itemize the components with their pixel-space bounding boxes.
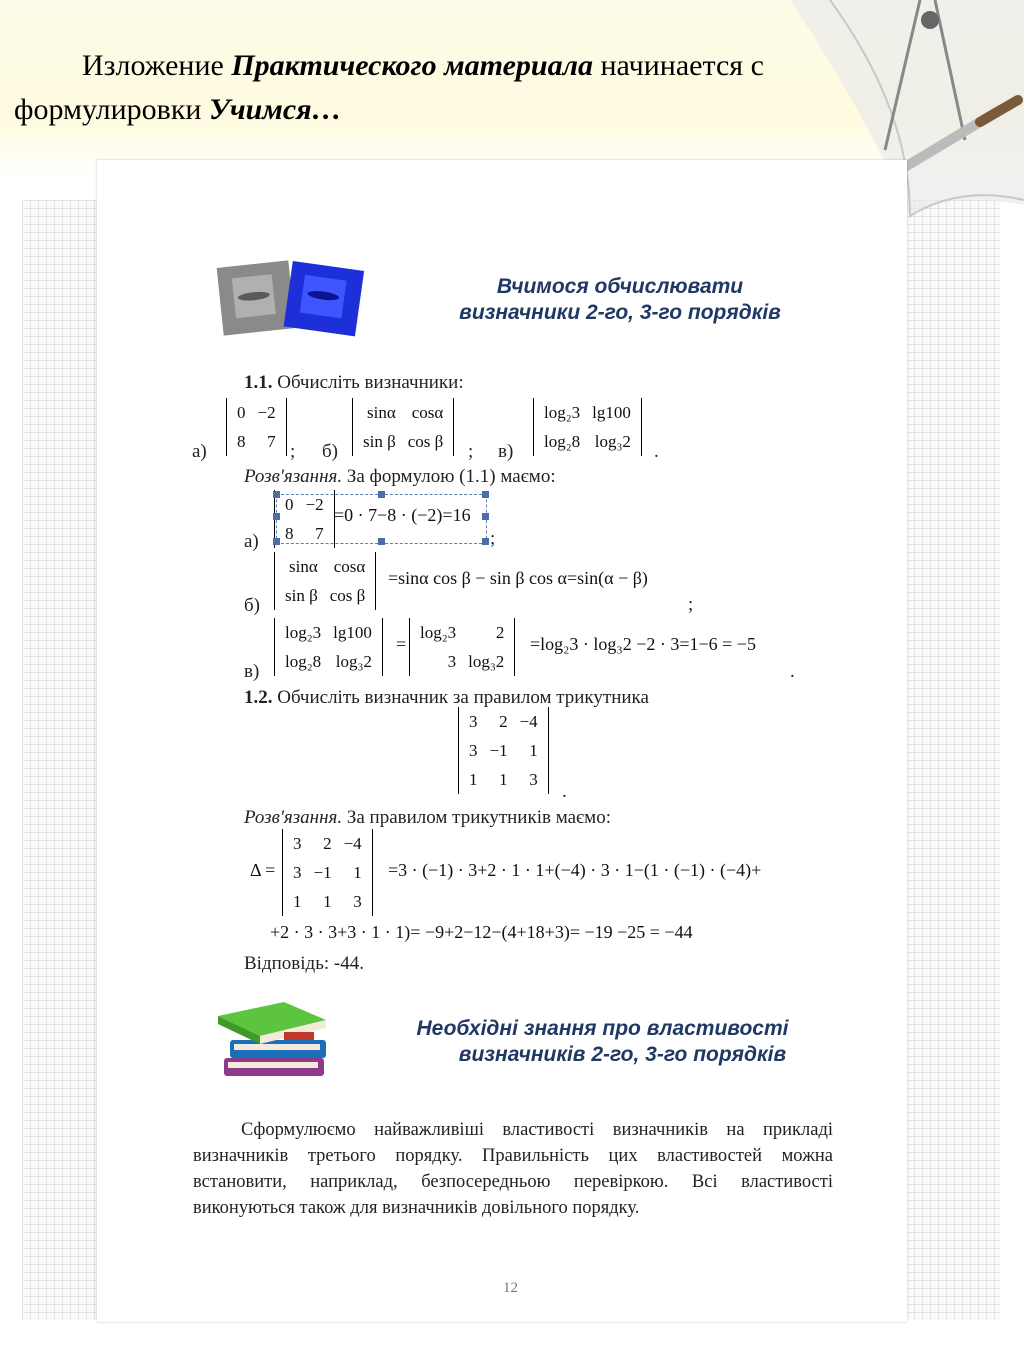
- matrix-cell: 7: [267, 432, 276, 451]
- intro-bold-2: Учимся…: [208, 93, 342, 126]
- solution-label: Розв'язання.: [244, 466, 343, 487]
- heading-2-line-2: визначників 2-го, 3-го порядків: [458, 1043, 787, 1066]
- equals-sign: =: [396, 634, 407, 654]
- delta-label: Δ =: [250, 860, 276, 880]
- separator-semicolon: ;: [468, 441, 474, 462]
- slide-intro-text: [14, 44, 894, 132]
- matrix-cell: 2: [499, 712, 508, 731]
- matrix-cell: 3: [293, 834, 302, 853]
- solution-matrix-v2: [409, 618, 515, 676]
- matrix-cell: 1: [323, 892, 332, 911]
- matrix-trig-b: [352, 398, 454, 456]
- task-1-2-number: 1.2.: [244, 687, 273, 708]
- matrix-cell: 1: [529, 741, 538, 760]
- intro-text-1: Изложение: [82, 49, 232, 82]
- matrix-cell: 3: [293, 863, 302, 882]
- matrix-cell: cosα: [411, 403, 444, 422]
- matrix-cell: log₂3: [285, 623, 322, 642]
- matrix-cell: 3: [447, 652, 457, 671]
- label-a-1: а): [192, 441, 207, 462]
- matrix-cell: lg100: [333, 623, 372, 642]
- matrix-cell: log₂3: [544, 403, 581, 422]
- matrix-cell: 0: [285, 495, 294, 514]
- task-1-2: [244, 686, 649, 710]
- matrix-cell: 8: [237, 432, 246, 451]
- selection-handle[interactable]: [378, 538, 385, 545]
- task-1-1: [244, 371, 464, 395]
- solution-2-text: За правилом трикутників маємо:: [342, 807, 611, 828]
- matrix-cell: −1: [489, 741, 508, 760]
- intro-bold-1: Практического материала: [231, 49, 593, 82]
- matrix-cell: 1: [469, 770, 478, 789]
- matrix-cell: sinα: [289, 557, 318, 576]
- matrix-cell: 1: [293, 892, 302, 911]
- solution-2-intro: [244, 806, 611, 830]
- floppy-disks-icon: [216, 258, 366, 340]
- label-b-1: б): [322, 441, 338, 462]
- matrix-cell: 8: [285, 524, 294, 543]
- matrix-cell: 7: [315, 524, 324, 543]
- solution-label: Розв'язання.: [244, 807, 343, 828]
- solution-eq-delta-2: +2 · 3 · 3+3 · 1 · 1)= −9+2−12−(4+18+3)= −19 −25 = −44: [270, 922, 693, 942]
- label-v-1: в): [498, 441, 514, 462]
- matrix-log-v: [533, 398, 642, 456]
- matrix-cell: cosα: [333, 557, 366, 576]
- matrix-3x3: [458, 707, 549, 794]
- task-1-1-number: 1.1.: [244, 372, 273, 393]
- heading-properties: [380, 1016, 825, 1068]
- matrix-cell: log₃2: [468, 652, 505, 671]
- selection-handle[interactable]: [378, 491, 385, 498]
- matrix-cell: log₂8: [285, 652, 322, 671]
- heading-1-line-2: визначники 2-го, 3-го порядків: [459, 301, 781, 324]
- matrix-cell: 2: [495, 623, 505, 642]
- solution-eq-b: =sinα cos β − sin β cos α=sin(α − β): [388, 568, 648, 588]
- solution-matrix-v: [274, 618, 383, 676]
- matrix-cell: sinα: [367, 403, 396, 422]
- selection-handle[interactable]: [273, 538, 280, 545]
- matrix-cell: 3: [353, 892, 362, 911]
- matrix-cell: 2: [323, 834, 332, 853]
- separator-semicolon: ;: [688, 594, 694, 615]
- separator-period: .: [790, 661, 795, 682]
- matrix-cell: 1: [353, 863, 362, 882]
- matrix-cell: log₂3: [420, 623, 457, 642]
- matrix-cell: 1: [499, 770, 508, 789]
- heading-1-line-1: Вчимося обчислювати: [496, 275, 744, 298]
- task-1-2-text: Обчисліть визначник за правилом трикутника: [272, 687, 649, 708]
- solution-matrix-3x3: [282, 829, 373, 916]
- intro-text-3: формулировки: [14, 93, 209, 126]
- matrix-cell: −4: [519, 712, 538, 731]
- separator-period: .: [654, 441, 659, 462]
- selection-handle[interactable]: [273, 513, 280, 520]
- selection-handle[interactable]: [482, 513, 489, 520]
- solution-1-intro: [244, 465, 556, 489]
- matrix-cell: −1: [313, 863, 332, 882]
- matrix-cell: 0: [237, 403, 246, 422]
- matrix-cell: 3: [469, 712, 478, 731]
- solution-matrix-b: [274, 552, 376, 610]
- properties-paragraph: Сформулюємо найважливіші властивості визначників на прикладі визначників третього порядку. Правильність цих властивостей можна встановити, наприклад, безпосередньою перевіркою. Всі властивості виконуються також для визначників довільного порядку.: [193, 1120, 833, 1218]
- matrix-cell: log₃2: [335, 652, 372, 671]
- matrix-cell: log₂8: [544, 432, 581, 451]
- label-a-2: а): [244, 531, 259, 552]
- matrix-cell: −2: [305, 495, 324, 514]
- solution-eq-delta-1: =3 · (−1) · 3+2 · 1 · 1+(−4) · 3 · 1−(1 · (−1) · (−4)+: [388, 860, 762, 880]
- matrix-cell: sin β: [285, 586, 318, 605]
- matrix-cell: −4: [343, 834, 362, 853]
- matrix-cell: −2: [257, 403, 276, 422]
- matrix-cell: sin β: [363, 432, 396, 451]
- separator-semicolon: ;: [490, 528, 496, 549]
- intro-text-2: начинается с: [592, 49, 764, 82]
- separator-semicolon: ;: [290, 441, 296, 462]
- matrix-cell: lg100: [592, 403, 631, 422]
- selection-handle[interactable]: [273, 491, 280, 498]
- separator-period: .: [562, 781, 567, 802]
- matrix-cell: cos β: [329, 586, 366, 605]
- label-b-2: б): [244, 595, 260, 616]
- solution-eq-a: =0 · 7−8 · (−2)=16: [334, 505, 471, 525]
- matrix-cell: log₃2: [594, 432, 631, 451]
- page-number: 12: [503, 1280, 518, 1296]
- heading-learn-determinants: [420, 274, 820, 326]
- matrix-cell: 3: [529, 770, 538, 789]
- answer: Відповідь: -44.: [244, 953, 364, 974]
- matrix-cell: 3: [469, 741, 478, 760]
- grid-paper-right: [906, 200, 1000, 1320]
- selection-handle[interactable]: [482, 538, 489, 545]
- label-v-2: в): [244, 661, 260, 682]
- books-stack-icon: [214, 998, 334, 1082]
- solution-1-text: За формулою (1.1) маємо:: [342, 466, 556, 487]
- matrix-cell: cos β: [407, 432, 444, 451]
- heading-2-line-1: Необхідні знання про властивості: [416, 1017, 789, 1040]
- task-1-1-text: Обчисліть визначники:: [272, 372, 464, 393]
- matrix-2x2-a: [226, 398, 287, 456]
- grid-paper-left: [22, 200, 98, 1320]
- selection-box[interactable]: [276, 494, 487, 544]
- solution-eq-v: =log₂3 · log₃2 −2 · 3=1−6 = −5: [530, 634, 756, 654]
- selection-handle[interactable]: [482, 491, 489, 498]
